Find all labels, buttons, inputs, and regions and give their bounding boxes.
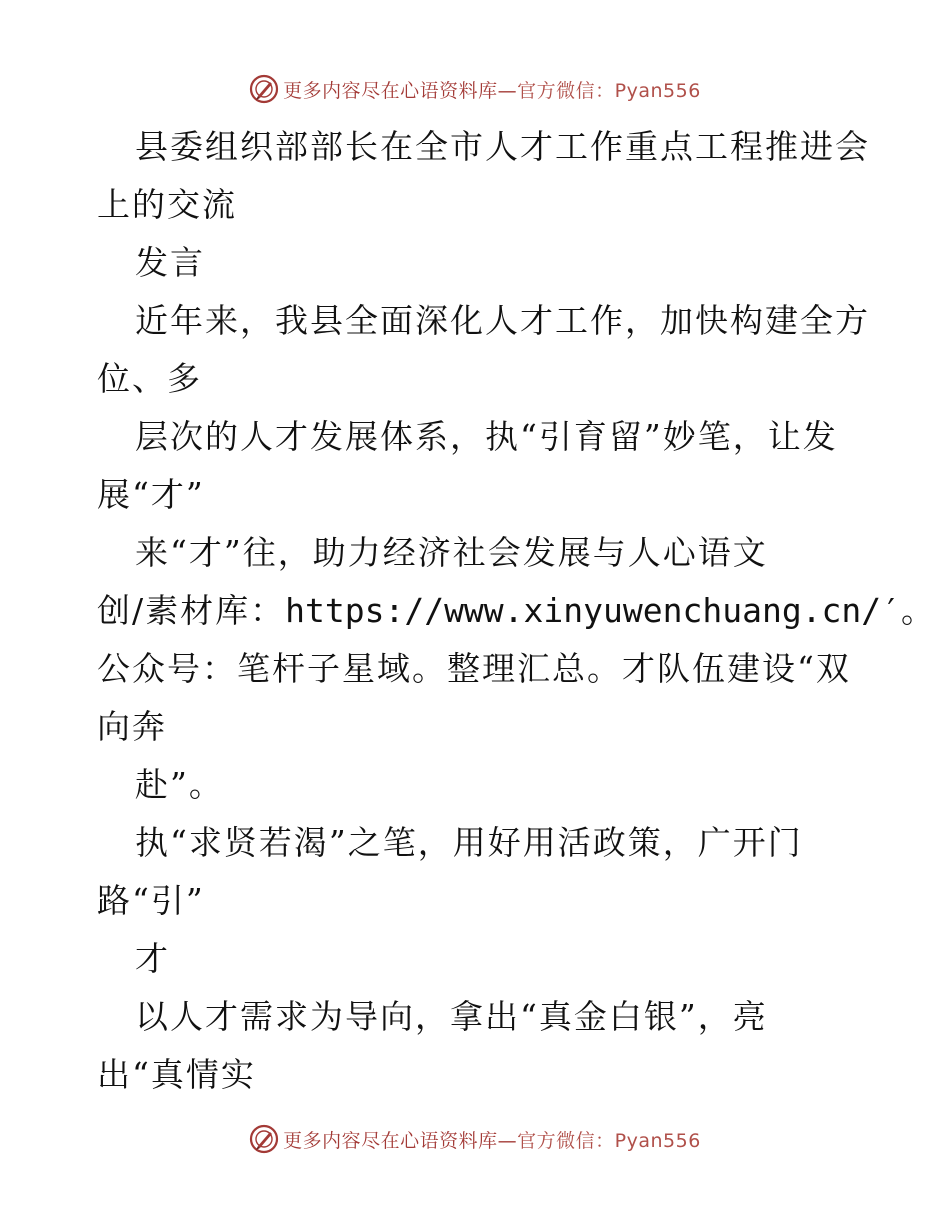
text-line-content: 执“求贤若渴”之笔，用好用活政策，广开门: [135, 823, 803, 862]
text-line: [97, 814, 857, 872]
banner-wechat-text: 官方微信：Pyan556: [517, 1129, 701, 1152]
text-line-content: 位、多: [97, 359, 202, 398]
url-text: https://www.xinyuwenchuang.cn/′。: [285, 591, 935, 630]
text-line-content: 向奔: [97, 707, 167, 746]
text-line-content: 出“真情实: [97, 1055, 256, 1094]
text-line-content: 县委组织部部长在全市人才工作重点工程推进会: [135, 127, 870, 166]
text-line: [97, 1046, 857, 1104]
text-line: [97, 930, 857, 988]
text-line-content: 以人才需求为导向，拿出“真金白银”，亮: [135, 997, 768, 1036]
text-line: [97, 408, 857, 466]
text-line: [97, 698, 857, 756]
text-line: [97, 176, 857, 234]
text-line-content: 来“才”往，助力经济社会发展与人心语文: [135, 533, 768, 572]
text-line: [97, 640, 857, 698]
text-line-content: 展“才”: [97, 475, 205, 514]
banner-separator: —: [497, 1129, 518, 1152]
header-banner: [0, 72, 950, 106]
text-line: [97, 350, 857, 408]
document-body: [97, 118, 935, 1104]
banner-main-text: 更多内容尽在心语资料库: [283, 79, 498, 102]
header-banner-text: [283, 76, 701, 103]
text-line: [97, 756, 857, 814]
text-line-content: 创/素材库：: [97, 591, 286, 630]
text-line: [97, 582, 935, 640]
banner-main-text: 更多内容尽在心语资料库: [283, 1129, 498, 1152]
text-line-content: 上的交流: [97, 185, 237, 224]
text-line-content: 路“引”: [97, 881, 205, 920]
pen-logo-icon: [249, 74, 279, 104]
text-line: [97, 524, 857, 582]
text-line-content: 公众号：笔杆子星域。整理汇总。才队伍建设“双: [97, 649, 851, 688]
text-line: [97, 988, 857, 1046]
text-line: [97, 872, 857, 930]
text-line-content: 赴”。: [135, 765, 224, 804]
text-line-content: 发言: [135, 243, 205, 282]
text-line: [97, 234, 857, 292]
banner-wechat-text: 官方微信：Pyan556: [517, 79, 701, 102]
pen-logo-icon: [249, 1124, 279, 1154]
footer-banner-text: [283, 1126, 701, 1153]
banner-separator: —: [497, 79, 518, 102]
text-line-content: 才: [135, 939, 170, 978]
text-line: [97, 292, 870, 350]
text-line-content: 近年来，我县全面深化人才工作，加快构建全方: [135, 301, 870, 340]
text-line: [97, 466, 857, 524]
text-line: [97, 118, 870, 176]
text-line-content: 层次的人才发展体系，执“引育留”妙笔，让发: [135, 417, 838, 456]
footer-banner: [0, 1122, 950, 1156]
